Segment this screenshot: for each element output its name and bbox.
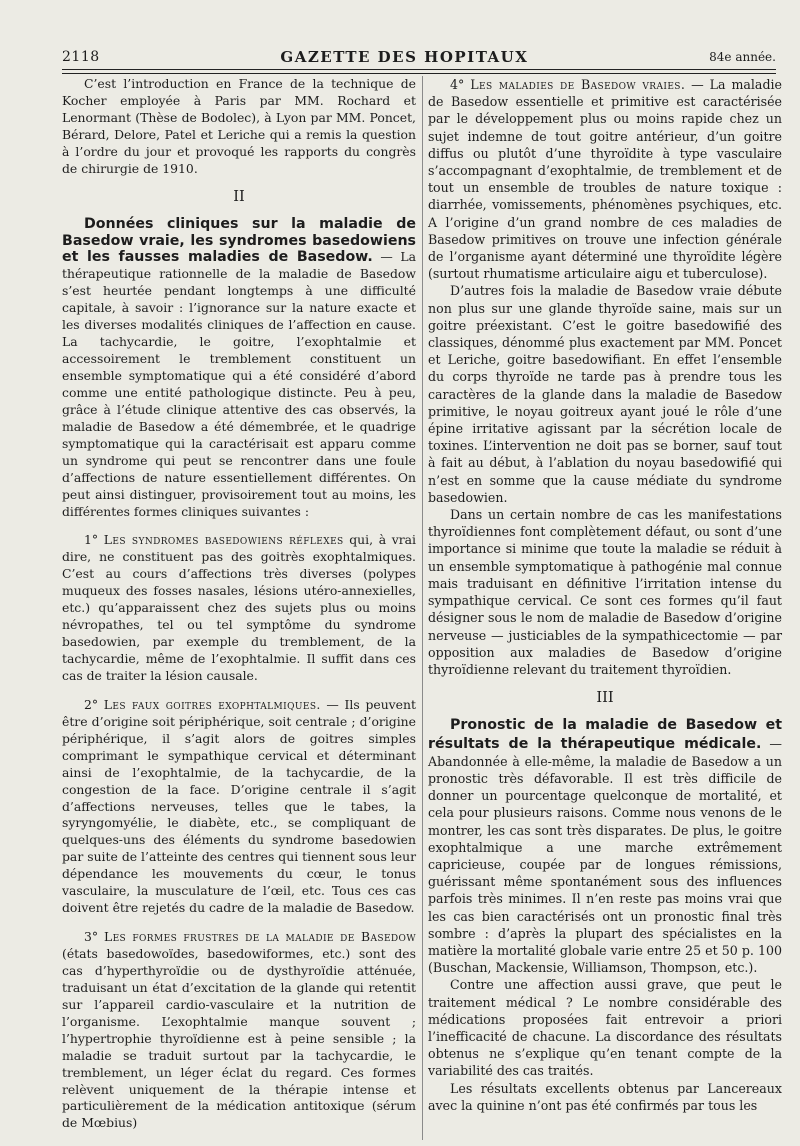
list-item-true-basedow xyxy=(428,76,782,282)
journal-title: GAZETTE DES HOPITAUX xyxy=(280,48,529,66)
left-column xyxy=(62,76,416,1132)
list-item-number: 1° xyxy=(84,532,104,548)
list-item-false-goitres xyxy=(62,697,416,917)
list-item-number: 4° xyxy=(450,77,471,92)
clinical-data-heading: Données cliniques sur la maladie de Basedow vraie, les syndromes basedowiens et les fausses maladies de Basedow. xyxy=(62,215,416,266)
list-item-frustrated-forms xyxy=(62,929,416,1132)
list-item-title: Les formes frustres de la maladie de Basedow xyxy=(103,929,416,945)
list-item-number: 3° xyxy=(84,929,104,945)
list-item-text: qui, à vrai dire, ne constituent pas des goitrès exophtalmiques. C’est au cours d’affections très diverses (polypes muqueux des fosses nasales, lésions utéro-annexielles, etc.) qu’apparaissent chez des sujets plus ou moins névropathes, tel ou tel symptôme du syndrome basedowien, par exemple du tremblement, de la tachycardie, même de l’exophtalmie. Il suffit dans ces cas de traiter la lésion causale. xyxy=(62,532,416,683)
journal-year: 84e année. xyxy=(709,50,776,64)
prognosis-heading: Pronostic de la maladie de Basedow et résultats de la thérapeutique médicale. xyxy=(428,717,782,752)
secondary-basedow-paragraph: D’autres fois la maladie de Basedow vraie débute non plus sur une glande thyroïde saine, mais sur un goitre préexistant. C’est le goitre basedowifié des classiques, dénommé plus exactement par MM. Poncet et Leriche, goitre basedowifiant. En effet l’ensemble du corps thyroïde ne tarde pas à prendre tous les caractères de la glande dans la maladie de Basedow primitive, le noyau goitreux ayant joué le rôle d’une épine irritative agissant par la sécrétion locale de toxines. L’intervention ne doit pas se borner, sauf tout à fait au début, à l’ablation du noyau basedowifié qui n’est en somme que la cause médiate du syndrome basedowien. xyxy=(428,283,782,505)
medical-treatment-paragraph: Contre une affection aussi grave, que peut le traitement médical ? Le nombre considérable des médications proposées fait entrevoir a priori l’inefficacité de chacune. La discordance des résultats obtenus ne s’explique qu’en tenant compte de la variabilité des cas traités. xyxy=(428,977,782,1079)
section-heading-ii: II xyxy=(233,187,245,205)
list-item-reflex-syndromes xyxy=(62,532,416,684)
header-rule-top xyxy=(62,69,776,70)
list-item-text: (états basedowoïdes, basedowiformes, etc.) sont des cas d’hyperthyroïdie ou de dysthyroïdie atténuée, traduisant un état d’excitation de la glande qui retentit sur l’appareil cardio-vasculaire et la nutrition de l’organisme. L’exophtalmie manque souvent ; l’hypertrophie thyroïdienne est à peine sensible ; la maladie se traduit surtout par la tachycardie, le tremblement, un léger éclat du regard. Ces formes relèvent uniquement de la thérapie intense et particulièrement de la médication antitoxique (sérum de Mœbius) xyxy=(62,946,416,1131)
clinical-data-text: — La thérapeutique rationnelle de la maladie de Basedow s’est heurtée pendant longtemps à une difficulté capitale, à savoir : l’ignorance sur la nature exacte et les diverses modalités cliniques de l’affection en cause. La tachycardie, le goitre, l’exophtalmie et accessoirement le tremblement constituent un ensemble symptomatique qui a été considéré d’abord comme une entité pathologique distincte. Peu à peu, grâce à l’étude clinique attentive des cas observés, la maladie de Basedow a été démembrée, et le quadrige symptomatique qui la caractérisait est apparu comme un syndrome qui peut se rencontrer dans une foule d’affections de nature essentiellement différentes. On peut ainsi distinguer, provisoirement tout au moins, les différentes formes cliniques suivantes : xyxy=(62,249,416,519)
page-number: 2118 xyxy=(62,49,100,65)
page-header xyxy=(62,46,776,68)
list-item-text: — La maladie de Basedow essentielle et primitive est caractérisée par le développement plus ou moins rapide chez un sujet indemne de tout goitre antérieur, d’un goitre diffus ou plutôt d’une thyroïdite à type vasculaire s’accompagnant d’exophtalmie, de tremblement et de tout un ensemble de troubles de nature toxique : diarrhée, vomissements, phénomènes psychiques, etc. A l’origine d’un grand nombre de ces maladies de Basedow primitives on trouve une infection générale de l’organisme ayant déterminé une thyroïdite légère (surtout rhumatisme articulaire aigu et tuberculose). xyxy=(428,77,782,282)
prognosis-text: — Abandonnée à elle-même, la maladie de Basedow a un pronostic très défavorable. Il est très difficile de donner un pourcentage quelconque de mortalité, et cela pour plusieurs raisons. Comme nous venons de le montrer, les cas sont très disparates. De plus, le goitre exophtalmique a une marche extrêmement capricieuse, coupée par de longues rémissions, guérissant même spontanément sous des influences parfois très minimes. Il n’en reste pas moins vrai que les cas bien caractérisés ont un pronostic final très sombre : d’après la plupart des spécialistes en la matière la mortalité globale varie entre 25 et 50 p. 100 (Buschan, Mackensie, Williamson, Thompson, etc.). xyxy=(428,735,782,976)
clinical-data-paragraph xyxy=(62,216,416,521)
column-divider xyxy=(422,76,423,1140)
right-column xyxy=(428,76,782,1114)
list-item-text: — Ils peuvent être d’origine soit périphérique, soit centrale ; d’origine périphérique, il s’agit alors de goitres simples comprimant le sympathique cervical et déterminant ainsi de l’exophtalmie, de la tachycardie, de la congestion de la face. D’origine centrale il s’agit d’affections nerveuses, telles que le tabes, la syryngomyélie, le diabète, etc., se compliquant de quelques-uns des éléments du syndrome basedowien par suite de l’atteinte des centres qui tiennent sous leur dépendance les mouvements du cœur, le tonus vasculaire, la musculature de l’œil, etc. Tous ces cas doivent être rejetés du cadre de la maladie de Basedow. xyxy=(62,696,416,916)
list-item-title: Les faux goitres exophtalmiques. xyxy=(103,696,321,712)
intro-paragraph: C’est l’introduction en France de la technique de Kocher employée à Paris par MM. Rochard et Lenormant (Thèse de Bodolec), à Lyon par MM. Poncet, Bérard, Delore, Patel et Leriche qui a remis la question à l’ordre du jour et provoqué les rapports du congrès de chirurgie de 1910. xyxy=(62,76,416,176)
list-item-title: Les syndromes basedowiens réflexes xyxy=(103,532,344,548)
quinine-paragraph: Les résultats excellents obtenus par Lancereaux avec la quinine n’ont pas été confirmés par tous les xyxy=(428,1080,782,1113)
list-item-title: Les maladies de Basedow vraies. xyxy=(470,77,686,92)
nervous-origin-paragraph: Dans un certain nombre de cas les manifestations thyroïdiennes font complètement défaut, ou sont d’une importance si minime que toute la maladie se réduit à un ensemble symptomatique à pathogénie mal connue mais traduisant en définitive l’irritation intense du sympathique cervical. Ce sont ces formes qu’il faut désigner sous le nom de maladie de Basedow d’origine nerveuse — justiciables de la sympathicectomie — par opposition aux maladies de Basedow d’origine thyroïdienne relevant du traitement thyroïdien. xyxy=(428,507,782,677)
list-item-number: 2° xyxy=(84,696,104,712)
prognosis-paragraph xyxy=(428,716,782,976)
section-heading-iii: III xyxy=(596,689,614,707)
header-rule-bottom xyxy=(62,73,776,74)
